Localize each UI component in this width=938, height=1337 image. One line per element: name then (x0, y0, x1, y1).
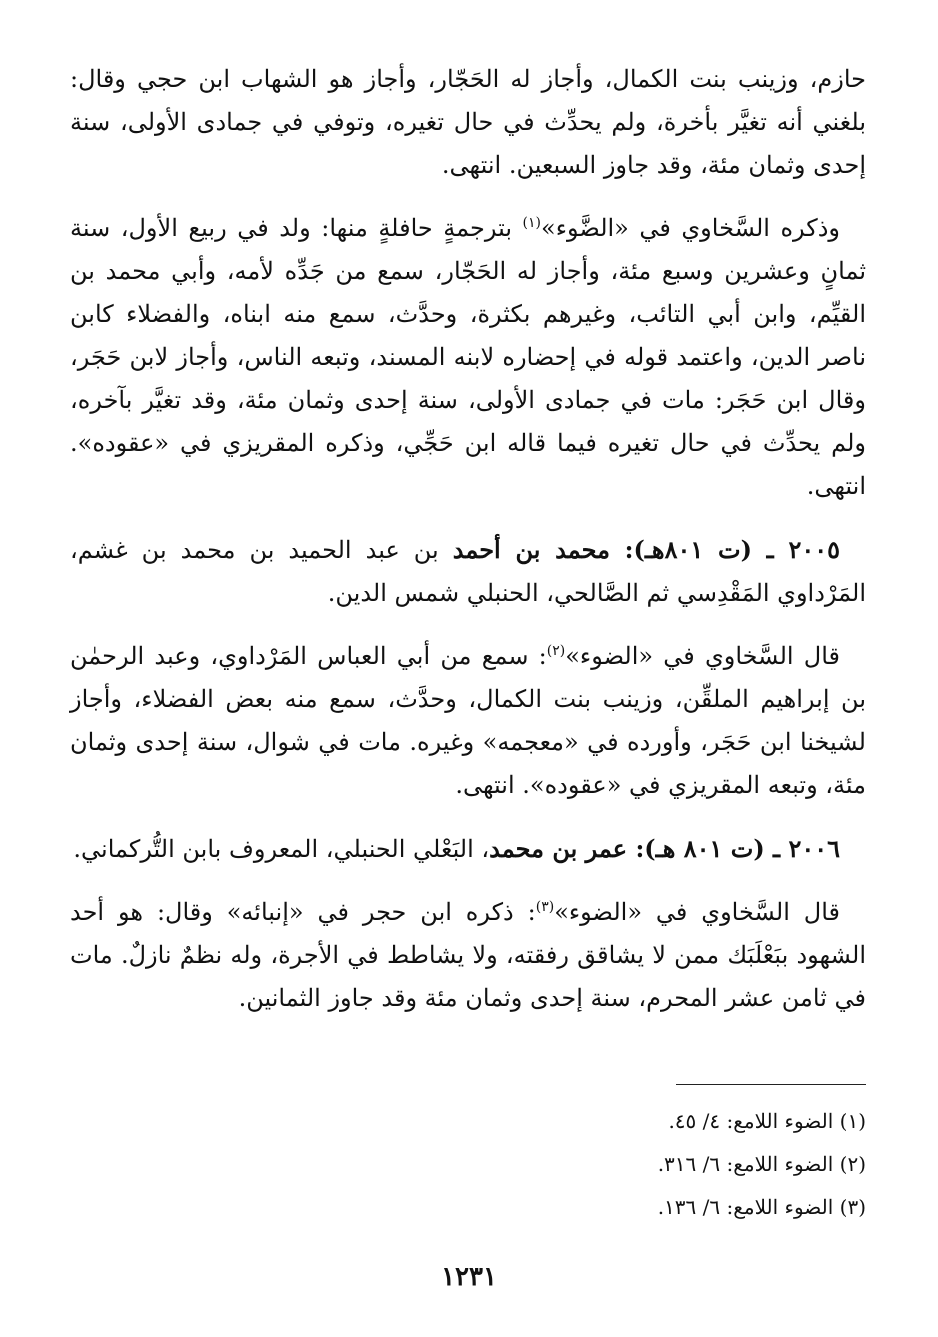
paragraph-text: قال السَّخاوي في «الضوء» (565, 642, 840, 670)
footnote-item: (٣) الضوء اللامع: ٦/ ١٣٦. (657, 1195, 866, 1219)
entry-text: بن عبد الحميد بن محمد بن غشم، المَرْداوي المَقْدِسي ثم الصَّالحي، الحنبلي شمس الدين. (70, 536, 866, 607)
entry-name: محمد بن أحمد (452, 535, 610, 564)
paragraph-text: بترجمةٍ حافلةٍ منها: ولد في ربيع الأول، سنة ثمانٍ وعشرين وسبع مئة، وأجاز له الحَجّار، سمع من جَدِّه لأمه، وأبي محمد بن القيِّم، وابن أبي التائب، وغيرهم بكثرة، وحدَّث، سمع منه ابناه، والفضلاء كابن ناصر الدين، واعتمد قوله في إحضاره لابنه المسند، وتبعه الناس، وأجاز لابن حَجَر، وقال ابن حَجَر: مات في جمادى الأولى، سنة إحدى وثمان مئة، وقد تغيَّر بآخره، ولم يحدِّث في حال تغيره فيما قاله ابن حَجِّي، وذكره المقريزي في «عقوده». انتهى. (70, 214, 866, 500)
paragraph-text: قال السَّخاوي في «الضوء» (554, 898, 840, 926)
paragraph-sakhawi-dhaw-1 (70, 207, 866, 508)
paragraph-continuation (70, 58, 866, 187)
footnote-reference[interactable]: (٢) (546, 643, 566, 659)
paragraph-text: حازم، وزينب بنت الكمال، وأجاز له الحَجّار، وأجاز هو الشهاب ابن حجي وقال: بلغني أنه تغيَّر بأخرة، ولم يحدِّث في حال تغيره، وتوفي في جمادى الأولى، سنة إحدى وثمان مئة، وقد جاوز السبعين. انتهى. (70, 65, 866, 179)
entry-2006 (70, 827, 866, 871)
entry-text: ، البَعْلي الحنبلي، المعروف بابن التُّركماني. (73, 835, 490, 863)
entry-number: ٢٠٠٦ ـ (ت ٨٠١ هـ): (627, 834, 840, 863)
paragraph-text: : سمع من أبي العباس المَرْداوي، وعبد الرحمٰن بن إبراهيم الملقِّن، وزينب بنت الكمال، وحدَّث، سمع منه بعض الفضلاء، وأجاز لشيخنا ابن حَجَر، وأورده في «معجمه» وغيره. مات في شوال، سنة إحدى وثمان مئة، وتبعه المقريزي في «عقوده». انتهى. (70, 642, 866, 799)
paragraph-sakhawi-dhaw-2 (70, 635, 866, 807)
main-text (70, 58, 866, 1040)
paragraph-text: وذكره السَّخاوي في «الضَّوء» (541, 214, 841, 242)
entry-2005 (70, 528, 866, 615)
footnote-divider (676, 1084, 866, 1085)
paragraph-sakhawi-dhaw-3 (70, 891, 866, 1020)
footnotes (70, 1100, 866, 1229)
footnote-reference[interactable]: (١) (522, 215, 542, 231)
footnote-item: (١) الضوء اللامع: ٤/ ٤٥. (668, 1109, 866, 1133)
footnote-item: (٢) الضوء اللامع: ٦/ ٣١٦. (657, 1152, 866, 1176)
footnote-reference[interactable]: (٣) (535, 899, 555, 915)
page-number: ١٢٣١ (441, 1262, 497, 1292)
paragraph-text: : ذكره ابن حجر في «إنبائه» وقال: هو أحد الشهود ببَعْلَبَك ممن لا يشاقق رفقته، ولا يشاطط في الأجرة، وله نظمٌ نازلٌ. مات في ثامن عشر المحرم، سنة إحدى وثمان مئة وقد جاوز الثمانين. (70, 898, 867, 1012)
entry-number: ٢٠٠٥ ـ (ت ٨٠١هـ): (609, 535, 840, 564)
entry-name: عمر بن محمد (489, 834, 628, 863)
